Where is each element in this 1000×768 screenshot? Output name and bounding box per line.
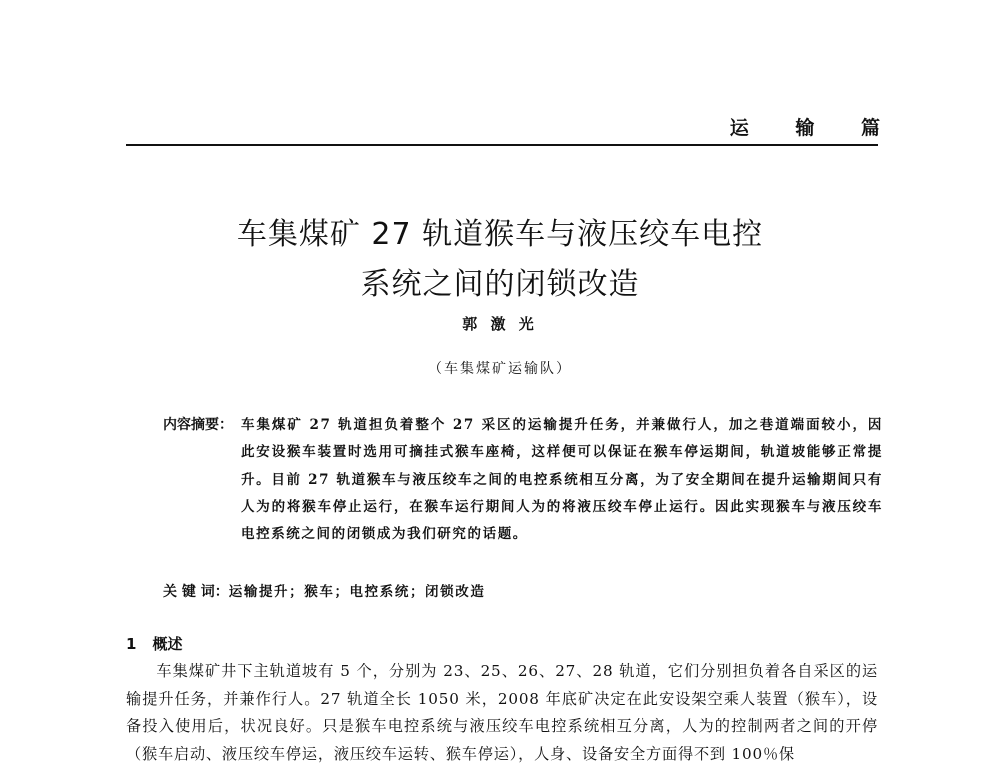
abstract-label: 内容摘要： — [163, 417, 233, 433]
section-1-heading — [126, 633, 182, 654]
keywords-label: 关 键 词： — [163, 584, 229, 600]
header-rule — [126, 144, 878, 146]
paper-title — [0, 210, 1000, 310]
author-name: 郭 激 光 — [462, 315, 538, 333]
keywords-text: 运输提升；猴车；电控系统；闭锁改造 — [228, 584, 486, 600]
keywords-block — [163, 580, 883, 604]
section-1-title: 概述 — [152, 635, 183, 653]
author-affiliation: （车集煤矿运输队） — [428, 361, 572, 377]
title-line-2: 系统之间的闭锁改造 — [360, 267, 640, 302]
section-1-number: 1 — [126, 635, 137, 653]
running-header-section-label: 运 输 篇 — [729, 117, 900, 139]
title-line-1: 车集煤矿 27 轨道猴车与液压绞车电控 — [236, 217, 764, 252]
section-1-body-text: 车集煤矿井下主轨道坡有 5 个，分别为 23、25、26、27、28 轨道，它们分别担负着各自采区的运输提升任务，并兼作行人。27 轨道全长 1050 米，2008 年底矿决定在此安设架空乘人装置（猴车），设备投入使用后，状况良好。只是猴车电控系统与液压绞车电控系统相互分离，人为的控制两者之间的开停（猴车启动、液压绞车停运，液压绞车运转、猴车停运），人身、设备安全方面得不到 100％保 — [126, 662, 878, 763]
abstract-text: 车集煤矿 27 轨道担负着整个 27 采区的运输提升任务，并兼做行人，加之巷道端面较小，因此安设猴车装置时选用可摘挂式猴车座椅，这样便可以保证在猴车停运期间，轨道坡能够正常提升。目前 27 轨道猴车与液压绞车之间的电控系统相互分离，为了安全期间在提升运输期间只有人为的将猴车停止运行，在猴车运行期间人为的将液压绞车停止运行。因此实现猴车与液压绞车电控系统之间的闭锁成为我们研究的话题。 — [241, 417, 883, 543]
abstract-block — [163, 412, 883, 548]
